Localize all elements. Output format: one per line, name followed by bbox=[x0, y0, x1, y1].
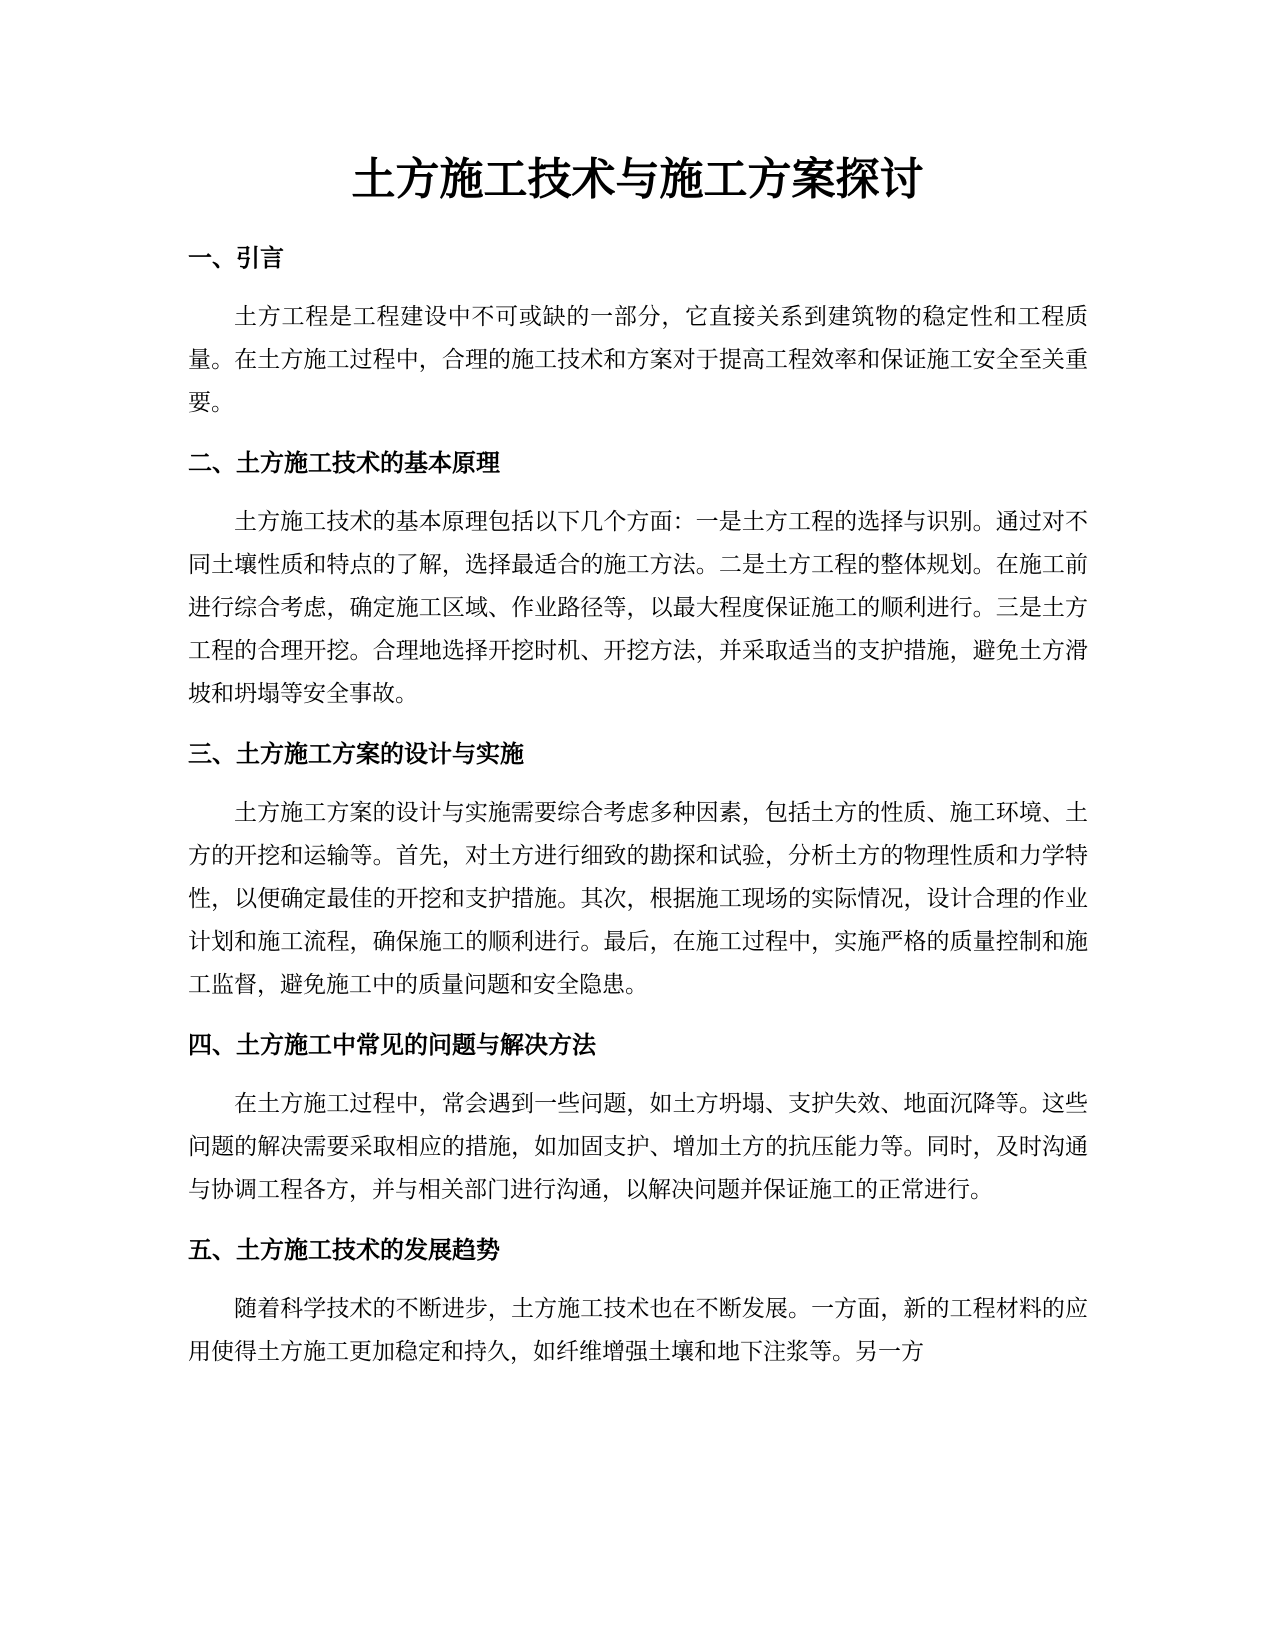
section-paragraph: 土方工程是工程建设中不可或缺的一部分，它直接关系到建筑物的稳定性和工程质量。在土方施工过程中，合理的施工技术和方案对于提高工程效率和保证施工安全至关重要。 bbox=[188, 304, 1088, 416]
section-design-implementation bbox=[188, 736, 1088, 1007]
section-heading: 二、土方施工技术的基本原理 bbox=[188, 449, 500, 477]
section-development-trends bbox=[188, 1232, 1088, 1374]
section-common-problems bbox=[188, 1027, 1088, 1212]
section-paragraph: 土方施工方案的设计与实施需要综合考虑多种因素，包括土方的性质、施工环境、土方的开挖和运输等。首先，对土方进行细致的勘探和试验，分析土方的物理性质和力学特性，以便确定最佳的开挖和支护措施。其次，根据施工现场的实际情况，设计合理的作业计划和施工流程，确保施工的顺利进行。最后，在施工过程中，实施严格的质量控制和施工监督，避免施工中的质量问题和安全隐患。 bbox=[188, 800, 1088, 998]
section-basic-principles bbox=[188, 445, 1088, 716]
section-heading: 三、土方施工方案的设计与实施 bbox=[188, 740, 524, 768]
document-body bbox=[188, 240, 1088, 1394]
document-title: 土方施工技术与施工方案探讨 bbox=[351, 154, 924, 205]
section-paragraph: 随着科学技术的不断进步，土方施工技术也在不断发展。一方面，新的工程材料的应用使得土方施工更加稳定和持久，如纤维增强土壤和地下注浆等。另一方 bbox=[188, 1296, 1088, 1365]
section-paragraph: 土方施工技术的基本原理包括以下几个方面：一是土方工程的选择与识别。通过对不同土壤性质和特点的了解，选择最适合的施工方法。二是土方工程的整体规划。在施工前进行综合考虑，确定施工区域、作业路径等，以最大程度保证施工的顺利进行。三是土方工程的合理开挖。合理地选择开挖时机、开挖方法，并采取适当的支护措施，避免土方滑坡和坍塌等安全事故。 bbox=[188, 509, 1088, 707]
section-heading: 五、土方施工技术的发展趋势 bbox=[188, 1236, 500, 1264]
section-heading: 四、土方施工中常见的问题与解决方法 bbox=[188, 1031, 596, 1059]
section-heading: 一、引言 bbox=[188, 244, 284, 272]
section-paragraph: 在土方施工过程中，常会遇到一些问题，如土方坍塌、支护失效、地面沉降等。这些问题的解决需要采取相应的措施，如加固支护、增加土方的抗压能力等。同时，及时沟通与协调工程各方，并与相关部门进行沟通，以解决问题并保证施工的正常进行。 bbox=[188, 1091, 1088, 1203]
section-introduction bbox=[188, 240, 1088, 425]
